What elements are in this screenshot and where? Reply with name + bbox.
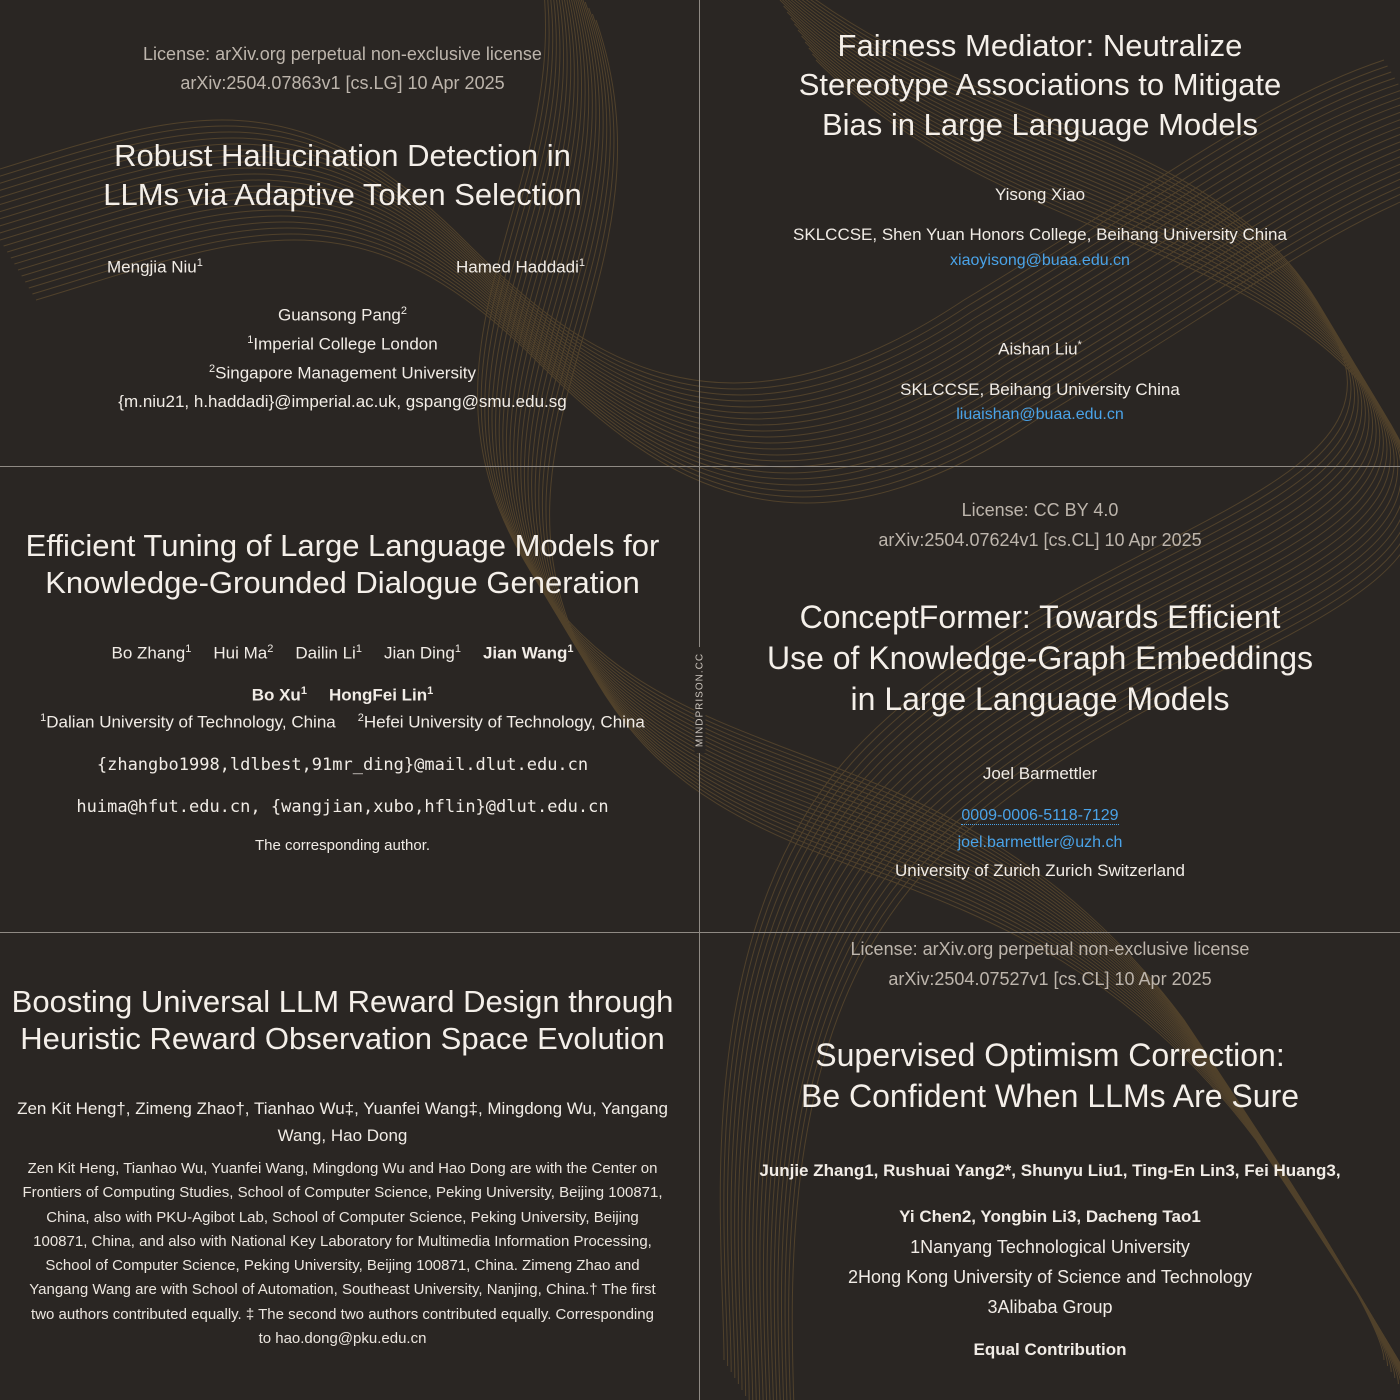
watermark: MINDPRISON.CC: [695, 647, 706, 753]
orcid-link[interactable]: 0009-0006-5118-7129: [961, 807, 1119, 824]
email-line: huima@hfut.edu.cn, {wangjian,xubo,hflin}@dlut.edu.cn: [76, 797, 609, 817]
paper-panel-fairness-mediator: [700, 0, 1380, 466]
paper-title: Robust Hallucination Detection in LLMs via Adaptive Token Selection: [103, 138, 582, 213]
paper-title: Boosting Universal LLM Reward Design through Heuristic Reward Observation Space Evolution: [11, 984, 674, 1056]
affiliation-dalian: $^1$Dalian University of Technology, China: [40, 712, 336, 732]
license-text: License: arXiv.org perpetual non-exclusive license: [143, 44, 542, 64]
author-niu: Mengjia Niu$^1$: [107, 257, 203, 277]
arxiv-id: arXiv:2504.07624v1 [cs.CL] 10 Apr 2025: [878, 530, 1202, 550]
corresponding-author-note: The corresponding author.: [254, 837, 431, 854]
author-haddadi: Hamed Haddadi$^1$: [456, 257, 585, 277]
paper-title: ConceptFormer: Towards Efficient Use of Knowledge-Graph Embeddings in Large Language Models: [766, 599, 1314, 717]
author-name-bold: Bo Xu$^1$: [251, 685, 307, 705]
author-name: Hui Ma$^2$: [213, 643, 274, 663]
author-list-line1: Junjie Zhang1, Rushuai Yang2*, Shunyu Liu1, Ting-En Lin3, Fei Huang3,: [759, 1161, 1341, 1180]
author-barmettler: Joel Barmettler: [982, 764, 1098, 783]
author-emails: {m.niu21, h.haddadi}@imperial.ac.uk, gspang@smu.edu.sg: [118, 392, 567, 411]
affiliation-paragraph: Zen Kit Heng, Tianhao Wu, Yuanfei Wang, Mingdong Wu and Hao Dong are with the Center on Frontiers of Computing Studies, School of Computer Science, Peking University, Beijing 100871, China, also with PKU-Agibot Lab, School of Computer Science, Peking University, Beijing 100871, China, and also with National Key Laboratory for Multimedia Information Processing, School of Computer Science, Peking University, Beijing 100871, China. Zimeng Zhao and Yangang Wang are with School of Automation, Southeast University, Nanjing, China.† The first two authors contributed equally. ‡ The second two authors contributed equally. Corresponding to hao.dong@pku.edu.cn: [22, 1160, 663, 1348]
license-text: License: CC BY 4.0: [961, 500, 1119, 520]
affiliations: [0, 713, 685, 731]
affiliation-beihang: SKLCCSE, Beihang University China: [900, 380, 1180, 399]
author-name: Jian Ding$^1$: [383, 643, 461, 663]
email-line: {zhangbo1998,ldlbest,91mr_ding}@mail.dlut.edu.cn: [96, 755, 589, 775]
affiliation-beihang-honors: SKLCCSE, Shen Yuan Honors College, Beihang University China: [793, 225, 1287, 244]
author-name: Bo Zhang$^1$: [111, 643, 192, 663]
affiliation-imperial: $^1$Imperial College London: [247, 334, 438, 354]
paper-panel-supervised-optimism: [700, 933, 1400, 1400]
author-name-bold: Jian Wang$^1$: [482, 643, 574, 663]
author-pang: Guansong Pang$^2$: [277, 305, 407, 325]
author-name-bold: HongFei Lin$^1$: [328, 685, 434, 705]
license-text: License: arXiv.org perpetual non-exclusive license: [850, 939, 1250, 959]
equal-contribution-note: Equal Contribution: [973, 1340, 1127, 1359]
author-list-line2: Yi Chen2, Yongbin Li3, Dacheng Tao1: [899, 1207, 1201, 1226]
paper-title: Supervised Optimism Correction: Be Confident When LLMs Are Sure: [800, 1037, 1300, 1114]
arxiv-id: arXiv:2504.07863v1 [cs.LG] 10 Apr 2025: [180, 73, 505, 93]
affiliation-zurich: University of Zurich Zurich Switzerland: [894, 861, 1186, 880]
affiliation-ntu: 1Nanyang Technological University: [910, 1237, 1190, 1257]
author-list: [0, 644, 685, 662]
affiliation-hefei: $^2$Hefei University of Technology, China: [357, 712, 645, 732]
paper-panel-robust-hallucination: [0, 0, 685, 466]
paper-panel-boosting-reward: [0, 933, 685, 1400]
arxiv-id: arXiv:2504.07527v1 [cs.CL] 10 Apr 2025: [888, 969, 1212, 989]
affiliation-alibaba: 3Alibaba Group: [987, 1297, 1113, 1317]
email-link-xiao[interactable]: xiaoyisong@buaa.edu.cn: [950, 252, 1130, 269]
author-liu: Aishan Liu*: [998, 339, 1082, 359]
email-link-liu[interactable]: liuaishan@buaa.edu.cn: [956, 406, 1124, 423]
affiliation-smu: $^2$Singapore Management University: [209, 363, 476, 383]
author-list-bold: [0, 686, 685, 704]
paper-title: Fairness Mediator: Neutralize Stereotype Associations to Mitigate Bias in Large Language Models: [798, 28, 1282, 142]
paper-panel-conceptformer: [700, 467, 1380, 932]
paper-panel-efficient-tuning: [0, 467, 685, 932]
author-list: Zen Kit Heng†, Zimeng Zhao†, Tianhao Wu‡, Yuanfei Wang‡, Mingdong Wu, Yangang Wang, Hao Dong: [17, 1099, 668, 1145]
email-link-barmettler[interactable]: joel.barmettler@uzh.ch: [957, 834, 1123, 851]
author-name: Dailin Li$^1$: [295, 643, 362, 663]
paper-title: Efficient Tuning of Large Language Models for Knowledge-Grounded Dialogue Generation: [25, 528, 660, 600]
affiliation-hkust: 2Hong Kong University of Science and Technology: [848, 1267, 1252, 1287]
author-xiao: Yisong Xiao: [994, 185, 1086, 204]
